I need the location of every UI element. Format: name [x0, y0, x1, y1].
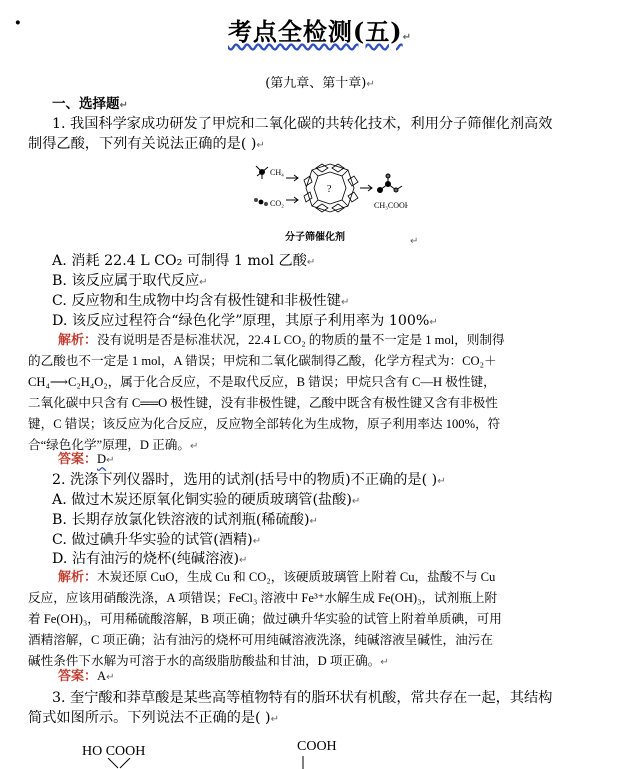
- q1-answer: 答案：D↵: [58, 452, 115, 467]
- co2-label: CO₂: [270, 199, 284, 208]
- q2-analysis-line2: 反应，应该用硝酸洗涤，A 项错误；FeCl₃ 溶液中 Fe³⁺水解生成 Fe(OH)₃，试剂瓶上附: [28, 591, 498, 605]
- analysis-label: 解析：: [58, 333, 98, 348]
- q1-analysis-line2: 的乙酸也不一定是 1 mol，A 错误；甲烷和二氧化碳制得乙酸，化学方程式为：CO₂＋: [28, 354, 497, 368]
- cage-question-mark: ?: [327, 184, 332, 195]
- shikimic-acid-structure-top: COOH: [297, 739, 337, 754]
- q2-answer: 答案：A↵: [58, 669, 115, 684]
- q2-analysis-line3: 着 Fe(OH)₃，可用稀硫酸溶解，B 项正确；做过碘升华实验的试管上附着单质碘，可用: [28, 612, 502, 626]
- quinic-acid-structure-top: HO COOH: [82, 744, 146, 759]
- q2-analysis-line4: 酒精溶解，C 项正确；沾有油污的烧杯可用纯碱溶液洗涤，纯碱溶液呈碱性，油污在: [28, 633, 493, 647]
- quinic-acid-bonds: [100, 758, 140, 769]
- shikimic-acid-bond: [300, 756, 306, 769]
- q2-analysis-line1: 解析：木炭还原 CuO，生成 Cu 和 CO₂，该硬质玻璃管上附着 Cu，盐酸不与 Cu: [58, 570, 496, 585]
- q1-option-d: D. 该反应过程符合“绿色化学”原理，其原子利用率为 100%↵: [52, 313, 438, 329]
- bullet-dot: ·: [14, 10, 22, 36]
- q1-option-b: B. 该反应属于取代反应↵: [52, 273, 208, 289]
- q2-option-c: C. 做过碘升华实验的试管(酒精)↵: [52, 532, 262, 548]
- q2-analysis-line5: 碱性条件下水解为可溶于水的高级脂肪酸盐和甘油，D 项正确。↵: [28, 654, 389, 668]
- page-subtitle: (第九章、第十章)↵: [265, 76, 375, 91]
- q1-analysis-line1: 解析：没有说明是否是标准状况，22.4 L CO₂ 的物质的量不一定是 1 mol，则制得: [58, 333, 505, 348]
- q2-option-d: D. 沾有油污的烧杯(纯碱溶液)↵: [52, 551, 248, 567]
- q1-stem-line2: 制得乙酸，下列有关说法正确的是( )↵: [28, 136, 265, 152]
- q2-option-b: B. 长期存放氯化铁溶液的试剂瓶(稀硫酸)↵: [52, 512, 318, 528]
- page-title: 考点全检测(五)↵: [227, 17, 413, 46]
- q2-option-a: A. 做过木炭还原氧化铜实验的硬质玻璃管(盐酸)↵: [52, 492, 361, 508]
- arrow-in-icon: [286, 175, 298, 203]
- figure-caption: 分子筛催化剂: [285, 232, 345, 243]
- acetic-acid-molecule: [378, 174, 403, 193]
- arrow-out-icon: [360, 185, 372, 191]
- q1-analysis-line3: CH₄⟶C₂H₄O₂，属于化合反应，不是取代反应，B 错误；甲烷只含有 C—H 极性键，: [28, 375, 496, 389]
- figure-return-mark: ↵: [410, 236, 419, 247]
- q2-stem: 2. 洗涤下列仪器时，选用的试剂(括号中的物质)不正确的是( )↵: [52, 472, 446, 488]
- co2-molecule: [254, 198, 268, 206]
- q1-stem-line1: 1. 我国科学家成功研发了甲烷和二氧化碳的共转化技术，利用分子筛催化剂高效: [52, 116, 553, 132]
- ch4-label: CH₄: [270, 168, 284, 177]
- q3-stem-line2: 简式如图所示。下列说法不正确的是( )↵: [28, 710, 279, 726]
- q1-analysis-line4: 二氧化碳中只含有 C══O 极性键，没有非极性键，乙酸中既含有极性键又含有非极性: [28, 396, 498, 410]
- product-label: CH₃COOH: [374, 201, 408, 210]
- q3-stem-line1: 3. 奎宁酸和莽草酸是某些高等植物特有的脂环状有机酸，常共存在一起，其结构: [52, 690, 553, 706]
- q1-option-c: C. 反应物和生成物中均含有极性键和非极性键↵: [52, 293, 350, 309]
- q1-option-a: A. 消耗 22.4 L CO₂ 可制得 1 mol 乙酸↵: [52, 253, 316, 269]
- section-heading: 一、选择题↵: [52, 96, 128, 112]
- ch4-molecule: [256, 166, 268, 179]
- q1-analysis-line5: 键，C 错误；该反应为化合反应，反应物全部转化为生成物，原子利用率达 100%，符: [28, 417, 501, 431]
- q1-analysis-line6: 合“绿色化学”原理，D 正确。↵: [28, 438, 199, 452]
